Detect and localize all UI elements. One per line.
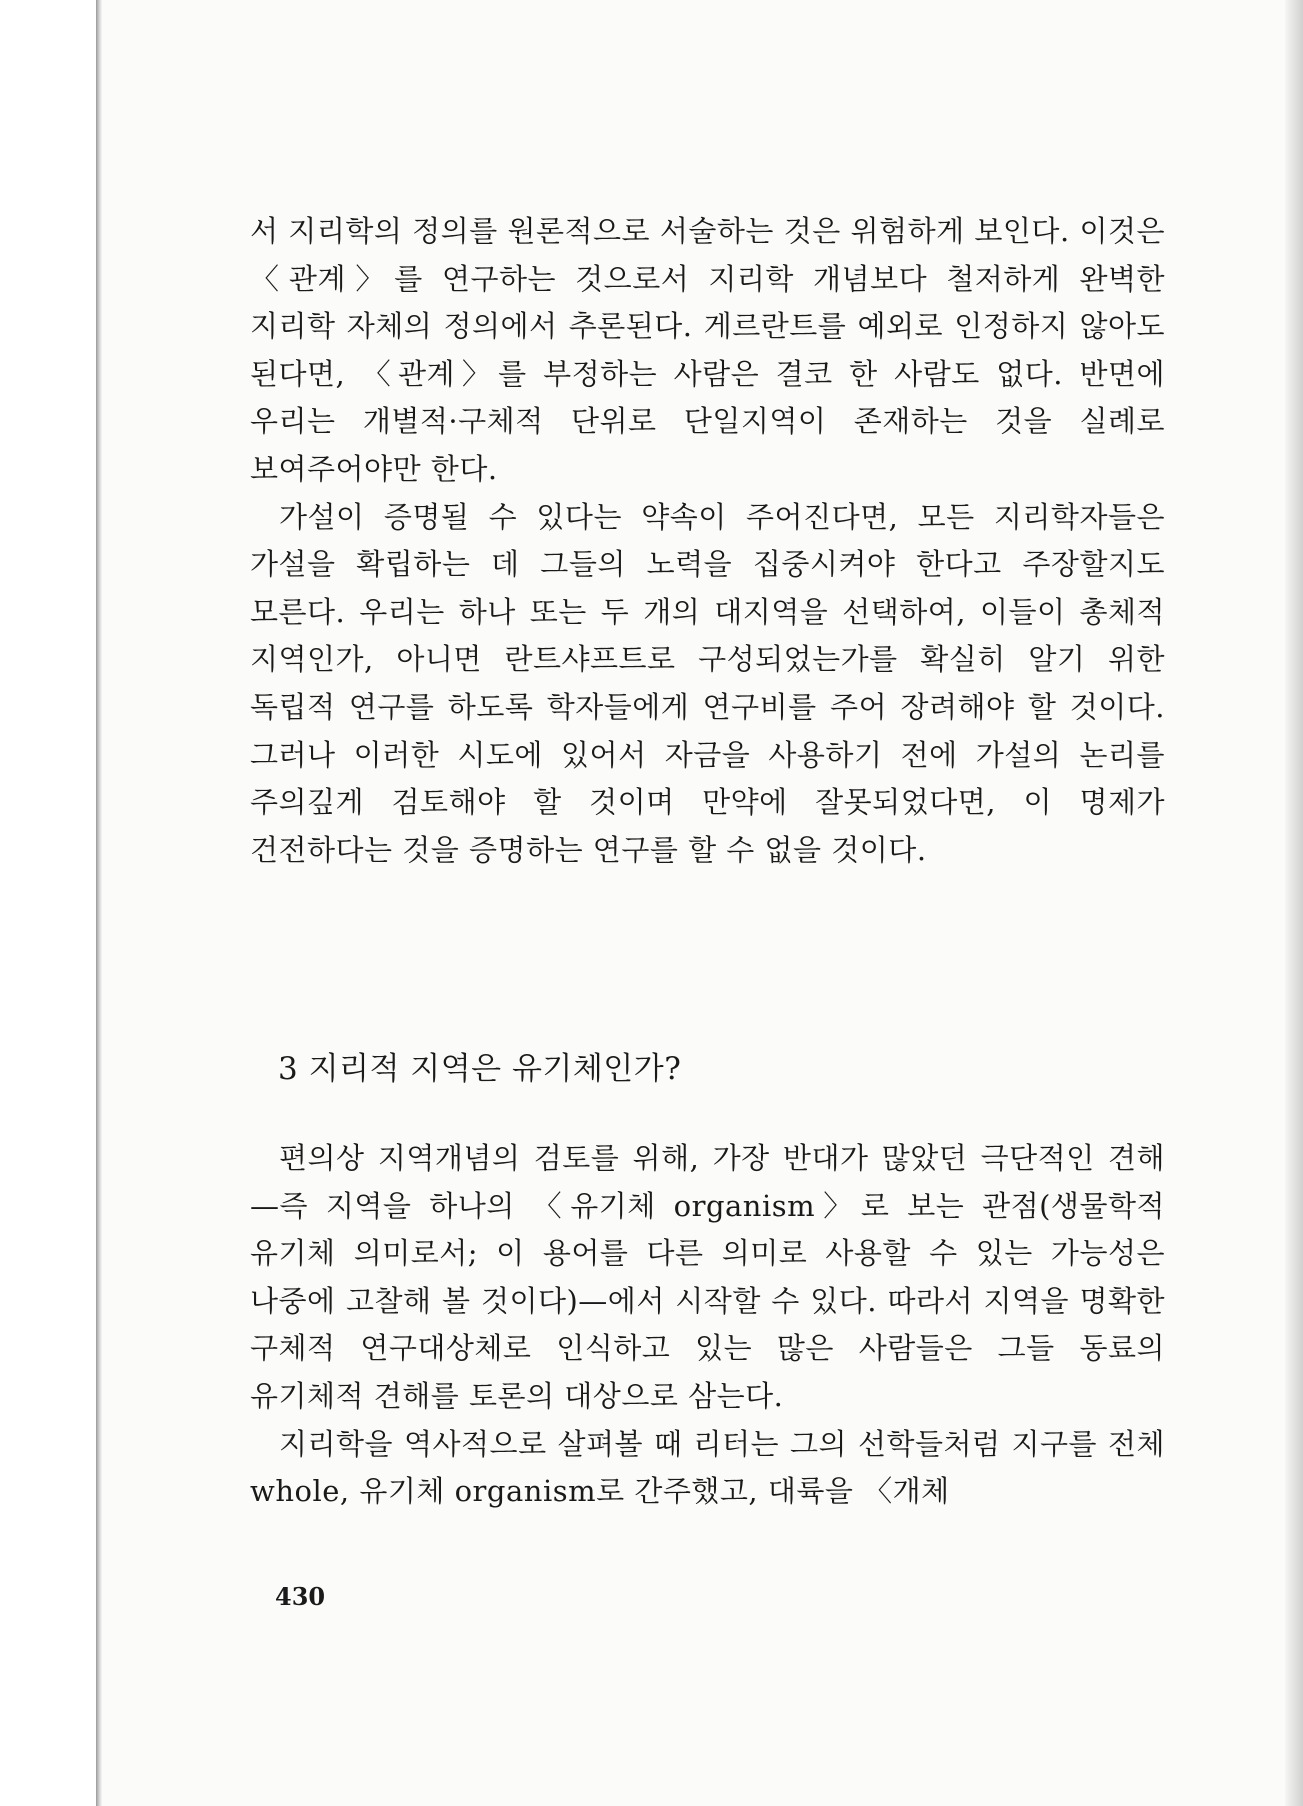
section-heading: 3 지리적 지역은 유기체인가? [278,1051,682,1087]
page-right-edge [1285,0,1303,1806]
paragraph: 편의상 지역개념의 검토를 위해, 가장 반대가 많았던 극단적인 견해—즉 지역을 하나의 〈유기체 organism〉로 보는 관점(생물학적 유기체 의미로서; 이 용어를 다른 의미로 사용할 수 있는 가능성은 나중에 고찰해 볼 것이다)—에서 시작할 수 있다. 따라서 지역을 명확한 구체적 연구대상체로 인식하고 있는 많은 사람들은 그들 동료의 유기체적 견해를 토론의 대상으로 삼는다. [250,1141,1165,1413]
body-text-bottom [250,1135,1165,1516]
body-text-top [250,208,1165,874]
paragraph: 지리학을 역사적으로 살펴볼 때 리터는 그의 선학들처럼 지구를 전체 whole, 유기체 organism로 간주했고, 대륙을 〈개체 [250,1426,1165,1509]
page-number: 430 [275,1582,326,1611]
paragraph: 가설이 증명될 수 있다는 약속이 주어진다면, 모든 지리학자들은 가설을 확립하는 데 그들의 노력을 집중시켜야 한다고 주장할지도 모른다. 우리는 하나 또는 두 개의 대지역을 선택하여, 이들이 총체적 지역인가, 아니면 란트샤프트로 구성되었는가를 확실히 알기 위한 독립적 연구를 하도록 학자들에게 연구비를 주어 장려해야 할 것이다. 그러나 이러한 시도에 있어서 자금을 사용하기 전에 가설의 논리를 주의깊게 검토해야 할 것이며 만약에 잘못되었다면, 이 명제가 건전하다는 것을 증명하는 연구를 할 수 없을 것이다. [250,499,1165,867]
paragraph-continued: 서 지리학의 정의를 원론적으로 서술하는 것은 위험하게 보인다. 이것은 〈관계〉를 연구하는 것으로서 지리학 개념보다 철저하게 완벽한 지리학 자체의 정의에서 추론된다. 게르란트를 예외로 인정하지 않아도 된다면, 〈관계〉를 부정하는 사람은 결코 한 사람도 없다. 반면에 우리는 개별적·구체적 단위로 단일지역이 존재하는 것을 실례로 보여주어야만 한다. [250,214,1165,486]
page-spine-edge [96,0,102,1806]
scan-margin [0,0,96,1806]
